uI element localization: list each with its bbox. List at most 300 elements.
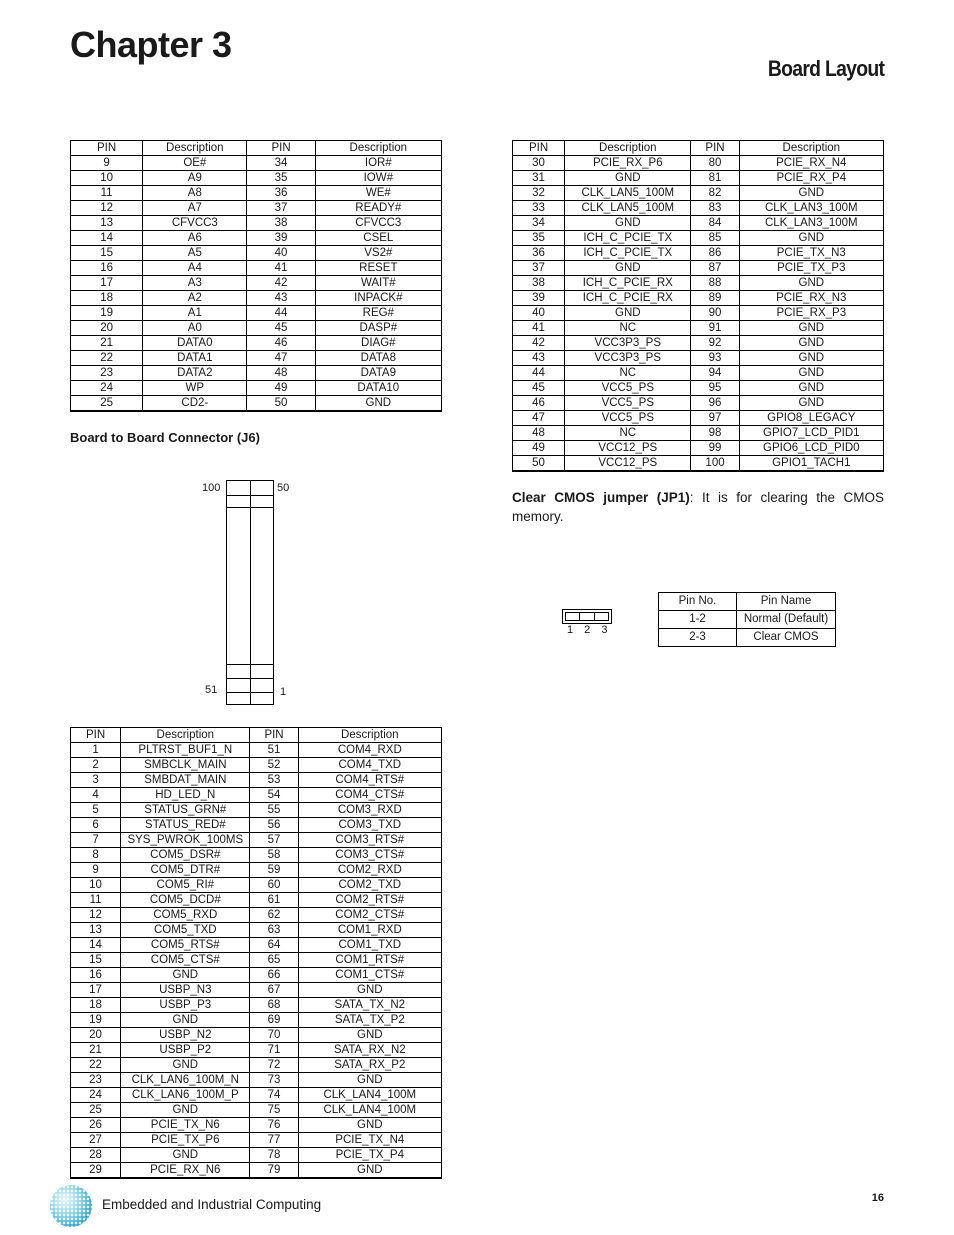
- table-cell: ICH_C_PCIE_TX: [565, 246, 691, 261]
- table-cell: 27: [71, 1133, 121, 1148]
- table-cell: GND: [315, 396, 441, 412]
- table-row: [513, 201, 884, 216]
- table-cell: DATA0: [143, 336, 247, 351]
- table-cell: 45: [247, 321, 315, 336]
- table-cell: GPIO1_TACH1: [739, 456, 883, 472]
- table-row: [71, 1133, 442, 1148]
- table-cell: 7: [71, 833, 121, 848]
- table-cell: 52: [250, 758, 298, 773]
- table-cell: PCIE_RX_N4: [739, 156, 883, 171]
- table-row: [513, 216, 884, 231]
- table-row: [513, 306, 884, 321]
- table-cell: GND: [121, 1148, 250, 1163]
- table-cell: 88: [691, 276, 739, 291]
- table-cell: 41: [513, 321, 565, 336]
- table-cell: GPIO7_LCD_PID1: [739, 426, 883, 441]
- table-cell: CLK_LAN4_100M: [298, 1088, 441, 1103]
- table-cell: 57: [250, 833, 298, 848]
- table-header-cell: Description: [565, 141, 691, 156]
- table-cell: 82: [691, 186, 739, 201]
- page-number: 16: [871, 1192, 884, 1204]
- table-row: [71, 1073, 442, 1088]
- table-cell: 99: [691, 441, 739, 456]
- table-cell: NC: [565, 321, 691, 336]
- table-cell: 26: [71, 1118, 121, 1133]
- table-cell: 100: [691, 456, 739, 472]
- table-cell: DATA1: [143, 351, 247, 366]
- table-row: [71, 773, 442, 788]
- table-cell: GND: [739, 381, 883, 396]
- table-cell: COM2_TXD: [298, 878, 441, 893]
- table-cell: GND: [121, 1058, 250, 1073]
- table-row: [71, 848, 442, 863]
- pin-table-cf: [70, 140, 442, 412]
- table-row: [71, 1058, 442, 1073]
- table-cell: RESET: [315, 261, 441, 276]
- table-header-cell: PIN: [250, 728, 298, 743]
- table-header-cell: Description: [143, 141, 247, 156]
- table-cell: 74: [250, 1088, 298, 1103]
- table-cell: 21: [71, 1043, 121, 1058]
- table-row: [513, 156, 884, 171]
- table-row: [71, 758, 442, 773]
- table-cell: 23: [71, 1073, 121, 1088]
- table-cell: 16: [71, 968, 121, 983]
- table-row: [659, 629, 836, 647]
- table-cell: READY#: [315, 201, 441, 216]
- table-cell: 49: [247, 381, 315, 396]
- table-cell: PCIE_TX_P6: [121, 1133, 250, 1148]
- table-cell: COM2_CTS#: [298, 908, 441, 923]
- table-cell: 91: [691, 321, 739, 336]
- table-cell: 75: [250, 1103, 298, 1118]
- table-header-cell: Description: [298, 728, 441, 743]
- table-header-cell: Description: [315, 141, 441, 156]
- table-cell: 15: [71, 246, 143, 261]
- table-row: [513, 246, 884, 261]
- table-cell: 61: [250, 893, 298, 908]
- table-row: [71, 863, 442, 878]
- table-cell: 49: [513, 441, 565, 456]
- table-cell: 11: [71, 893, 121, 908]
- table-cell: COM1_CTS#: [298, 968, 441, 983]
- table-cell: COM1_RTS#: [298, 953, 441, 968]
- table-cell: 76: [250, 1118, 298, 1133]
- table-cell: CFVCC3: [315, 216, 441, 231]
- table-cell: COM4_RTS#: [298, 773, 441, 788]
- table-cell: 87: [691, 261, 739, 276]
- table-row: [71, 998, 442, 1013]
- connector-bottom-row-line: [227, 678, 273, 679]
- table-cell: PCIE_RX_N3: [739, 291, 883, 306]
- table-cell: 83: [691, 201, 739, 216]
- table-cell: 62: [250, 908, 298, 923]
- table-row: [71, 186, 442, 201]
- table-cell: 6: [71, 818, 121, 833]
- table-cell: PCIE_RX_N6: [121, 1163, 250, 1179]
- table-row: [513, 261, 884, 276]
- table-cell: VCC3P3_PS: [565, 336, 691, 351]
- table-cell: 77: [250, 1133, 298, 1148]
- table-cell: 2: [71, 758, 121, 773]
- table-cell: CLK_LAN6_100M_P: [121, 1088, 250, 1103]
- chapter-title: Chapter 3: [70, 24, 232, 65]
- table-cell: GND: [739, 396, 883, 411]
- table-cell: 45: [513, 381, 565, 396]
- table-cell: 9: [71, 863, 121, 878]
- table-header-cell: Description: [739, 141, 883, 156]
- table-cell: VCC5_PS: [565, 381, 691, 396]
- table-cell: 47: [513, 411, 565, 426]
- table-cell: 63: [250, 923, 298, 938]
- table-cell: PCIE_TX_N6: [121, 1118, 250, 1133]
- table-row: [513, 336, 884, 351]
- table-cell: 48: [247, 366, 315, 381]
- table-cell: VCC12_PS: [565, 456, 691, 472]
- table-cell: GND: [565, 261, 691, 276]
- table-row: [513, 171, 884, 186]
- table-row: [71, 351, 442, 366]
- table-cell: GND: [565, 306, 691, 321]
- table-cell: DASP#: [315, 321, 441, 336]
- table-cell: 42: [513, 336, 565, 351]
- table-row: [71, 1163, 442, 1179]
- table-cell: COM5_TXD: [121, 923, 250, 938]
- table-cell: 58: [250, 848, 298, 863]
- table-cell: 95: [691, 381, 739, 396]
- table-cell: 25: [71, 396, 143, 412]
- table-cell: SATA_RX_N2: [298, 1043, 441, 1058]
- table-cell: 37: [513, 261, 565, 276]
- pin-table-j6-continued: [512, 140, 884, 472]
- table-row: [71, 833, 442, 848]
- table-cell: 47: [247, 351, 315, 366]
- table-cell: 23: [71, 366, 143, 381]
- table-cell: 64: [250, 938, 298, 953]
- table-cell: SMBDAT_MAIN: [121, 773, 250, 788]
- table-row: [71, 396, 442, 412]
- table-row: [513, 276, 884, 291]
- jp1-jumper-diagram: [562, 609, 612, 624]
- table-cell: GPIO8_LEGACY: [739, 411, 883, 426]
- table-cell: Normal (Default): [737, 611, 836, 629]
- table-row: [71, 216, 442, 231]
- table-row: [71, 276, 442, 291]
- table-cell: 28: [71, 1148, 121, 1163]
- table-cell: 68: [250, 998, 298, 1013]
- table-row: [513, 186, 884, 201]
- table-row: [71, 321, 442, 336]
- table-row: [513, 366, 884, 381]
- table-cell: 65: [250, 953, 298, 968]
- table-cell: A5: [143, 246, 247, 261]
- table-cell: USBP_N3: [121, 983, 250, 998]
- table-header-cell: PIN: [71, 141, 143, 156]
- clear-cmos-description: [512, 488, 884, 526]
- table-cell: GND: [121, 968, 250, 983]
- table-cell: SYS_PWROK_100MS: [121, 833, 250, 848]
- table-cell: COM5_RXD: [121, 908, 250, 923]
- table-cell: 37: [247, 201, 315, 216]
- table-cell: VCC5_PS: [565, 396, 691, 411]
- table-row: [71, 336, 442, 351]
- table-cell: 80: [691, 156, 739, 171]
- table-cell: 29: [71, 1163, 121, 1179]
- table-cell: 24: [71, 381, 143, 396]
- table-cell: A7: [143, 201, 247, 216]
- table-row: [71, 938, 442, 953]
- table-cell: USBP_P3: [121, 998, 250, 1013]
- table-cell: PCIE_TX_N3: [739, 246, 883, 261]
- table-cell: 98: [691, 426, 739, 441]
- table-cell: COM3_RXD: [298, 803, 441, 818]
- table-cell: 67: [250, 983, 298, 998]
- table-cell: USBP_P2: [121, 1043, 250, 1058]
- table-cell: WP: [143, 381, 247, 396]
- table-cell: A1: [143, 306, 247, 321]
- table-cell: GPIO6_LCD_PID0: [739, 441, 883, 456]
- table-cell: GND: [565, 216, 691, 231]
- table-row: [71, 1103, 442, 1118]
- table-cell: ICH_C_PCIE_TX: [565, 231, 691, 246]
- table-cell: 12: [71, 201, 143, 216]
- table-cell: 92: [691, 336, 739, 351]
- table-cell: A2: [143, 291, 247, 306]
- table-cell: 43: [513, 351, 565, 366]
- table-cell: 34: [247, 156, 315, 171]
- table-cell: CFVCC3: [143, 216, 247, 231]
- table-cell: CLK_LAN5_100M: [565, 186, 691, 201]
- table-cell: PLTRST_BUF1_N: [121, 743, 250, 758]
- table-row: [71, 1148, 442, 1163]
- table-cell: 17: [71, 276, 143, 291]
- table-row: [71, 908, 442, 923]
- table-cell: COM5_RI#: [121, 878, 250, 893]
- table-cell: GND: [739, 336, 883, 351]
- table-row: [71, 306, 442, 321]
- table-row: [513, 231, 884, 246]
- table-cell: 25: [71, 1103, 121, 1118]
- table-row: [71, 156, 442, 171]
- connector-pin-label-50: 50: [277, 482, 290, 494]
- table-cell: 56: [250, 818, 298, 833]
- table-cell: 39: [247, 231, 315, 246]
- table-cell: WE#: [315, 186, 441, 201]
- table-cell: 21: [71, 336, 143, 351]
- table-cell: USBP_N2: [121, 1028, 250, 1043]
- table-cell: 39: [513, 291, 565, 306]
- table-cell: 96: [691, 396, 739, 411]
- table-row: [71, 788, 442, 803]
- table-cell: 53: [250, 773, 298, 788]
- table-cell: COM5_CTS#: [121, 953, 250, 968]
- table-cell: 48: [513, 426, 565, 441]
- table-cell: 59: [250, 863, 298, 878]
- table-cell: 40: [513, 306, 565, 321]
- table-cell: COM3_CTS#: [298, 848, 441, 863]
- table-cell: DATA8: [315, 351, 441, 366]
- table-cell: 12: [71, 908, 121, 923]
- table-cell: GND: [298, 1163, 441, 1179]
- table-cell: A4: [143, 261, 247, 276]
- table-cell: 50: [513, 456, 565, 472]
- table-cell: 10: [71, 878, 121, 893]
- table-cell: 41: [247, 261, 315, 276]
- j6-connector-diagram: [226, 480, 274, 705]
- table-cell: STATUS_GRN#: [121, 803, 250, 818]
- board-connector-heading: Board to Board Connector (J6): [70, 430, 260, 445]
- table-row: [71, 803, 442, 818]
- table-cell: 1: [71, 743, 121, 758]
- table-cell: A0: [143, 321, 247, 336]
- table-cell: IOR#: [315, 156, 441, 171]
- table-cell: HD_LED_N: [121, 788, 250, 803]
- table-cell: 72: [250, 1058, 298, 1073]
- table-header-row: [659, 593, 836, 611]
- table-cell: COM4_RXD: [298, 743, 441, 758]
- table-cell: 70: [250, 1028, 298, 1043]
- table-cell: COM1_RXD: [298, 923, 441, 938]
- table-cell: 20: [71, 1028, 121, 1043]
- table-cell: COM5_RTS#: [121, 938, 250, 953]
- table-cell: 36: [247, 186, 315, 201]
- table-cell: INPACK#: [315, 291, 441, 306]
- pin-table-j6: [70, 727, 442, 1179]
- table-cell: 14: [71, 938, 121, 953]
- connector-pin-label-100: 100: [202, 482, 221, 494]
- table-cell: WAIT#: [315, 276, 441, 291]
- table-cell: 1-2: [659, 611, 737, 629]
- table-cell: 93: [691, 351, 739, 366]
- table-cell: GND: [121, 1103, 250, 1118]
- table-cell: 22: [71, 1058, 121, 1073]
- table-cell: VCC12_PS: [565, 441, 691, 456]
- table-cell: GND: [298, 1028, 441, 1043]
- table-cell: GND: [739, 351, 883, 366]
- table-cell: 50: [247, 396, 315, 412]
- table-row: [513, 441, 884, 456]
- table-cell: COM4_TXD: [298, 758, 441, 773]
- table-cell: 90: [691, 306, 739, 321]
- table-cell: 13: [71, 216, 143, 231]
- table-row: [71, 366, 442, 381]
- table-cell: CLK_LAN5_100M: [565, 201, 691, 216]
- table-cell: REG#: [315, 306, 441, 321]
- table-cell: 16: [71, 261, 143, 276]
- table-cell: VCC3P3_PS: [565, 351, 691, 366]
- jumper-pin-numbers: 1 2 3: [567, 624, 612, 636]
- table-row: [513, 291, 884, 306]
- connector-pin-label-1: 1: [280, 686, 287, 698]
- table-cell: COM3_RTS#: [298, 833, 441, 848]
- table-row: [71, 818, 442, 833]
- table-cell: A3: [143, 276, 247, 291]
- table-cell: 17: [71, 983, 121, 998]
- table-cell: 8: [71, 848, 121, 863]
- table-cell: A6: [143, 231, 247, 246]
- footer-company: Embedded and Industrial Computing: [102, 1197, 322, 1212]
- table-cell: 94: [691, 366, 739, 381]
- table-cell: 46: [247, 336, 315, 351]
- table-cell: A8: [143, 186, 247, 201]
- table-cell: 31: [513, 171, 565, 186]
- table-row: [71, 231, 442, 246]
- table-cell: 85: [691, 231, 739, 246]
- table-cell: COM4_CTS#: [298, 788, 441, 803]
- table-cell: 19: [71, 1013, 121, 1028]
- table-row: [71, 171, 442, 186]
- table-cell: NC: [565, 366, 691, 381]
- table-cell: SATA_TX_P2: [298, 1013, 441, 1028]
- table-cell: 18: [71, 998, 121, 1013]
- table-row: [71, 246, 442, 261]
- table-header-cell: PIN: [513, 141, 565, 156]
- table-cell: 4: [71, 788, 121, 803]
- table-cell: 38: [247, 216, 315, 231]
- table-cell: 22: [71, 351, 143, 366]
- table-cell: 55: [250, 803, 298, 818]
- table-cell: COM5_DTR#: [121, 863, 250, 878]
- table-row: [513, 411, 884, 426]
- table-cell: 71: [250, 1043, 298, 1058]
- jumper-pin-separator: [579, 613, 580, 620]
- table-cell: COM2_RTS#: [298, 893, 441, 908]
- table-cell: 44: [247, 306, 315, 321]
- table-cell: 66: [250, 968, 298, 983]
- table-cell: 89: [691, 291, 739, 306]
- table-cell: GND: [121, 1013, 250, 1028]
- table-row: [513, 456, 884, 472]
- table-header-cell: PIN: [691, 141, 739, 156]
- table-cell: GND: [739, 231, 883, 246]
- connector-top-row-line: [227, 495, 273, 496]
- table-cell: 60: [250, 878, 298, 893]
- table-cell: 97: [691, 411, 739, 426]
- table-header-row: [513, 141, 884, 156]
- table-cell: CSEL: [315, 231, 441, 246]
- table-row: [71, 381, 442, 396]
- table-header-row: [71, 728, 442, 743]
- jumper-pin-separator: [594, 613, 595, 620]
- table-row: [513, 396, 884, 411]
- table-row: [513, 351, 884, 366]
- table-header-cell: Pin No.: [659, 593, 737, 611]
- table-cell: 51: [250, 743, 298, 758]
- connector-divider: [250, 481, 251, 704]
- table-row: [71, 1118, 442, 1133]
- table-cell: 33: [513, 201, 565, 216]
- table-cell: 13: [71, 923, 121, 938]
- connector-top-row-line: [227, 507, 273, 508]
- table-cell: 44: [513, 366, 565, 381]
- table-row: [71, 1013, 442, 1028]
- connector-bottom-row-line: [227, 692, 273, 693]
- table-cell: STATUS_RED#: [121, 818, 250, 833]
- table-cell: 79: [250, 1163, 298, 1179]
- table-cell: COM2_RXD: [298, 863, 441, 878]
- table-row: [71, 968, 442, 983]
- table-cell: GND: [739, 186, 883, 201]
- table-header-cell: Description: [121, 728, 250, 743]
- table-cell: 84: [691, 216, 739, 231]
- table-cell: DATA10: [315, 381, 441, 396]
- table-cell: 43: [247, 291, 315, 306]
- table-cell: COM5_DSR#: [121, 848, 250, 863]
- clear-cmos-text: : It is for clearing the CMOS memory.: [512, 490, 884, 524]
- jp1-setting-table: [658, 592, 836, 647]
- table-row: [71, 878, 442, 893]
- table-cell: SATA_RX_P2: [298, 1058, 441, 1073]
